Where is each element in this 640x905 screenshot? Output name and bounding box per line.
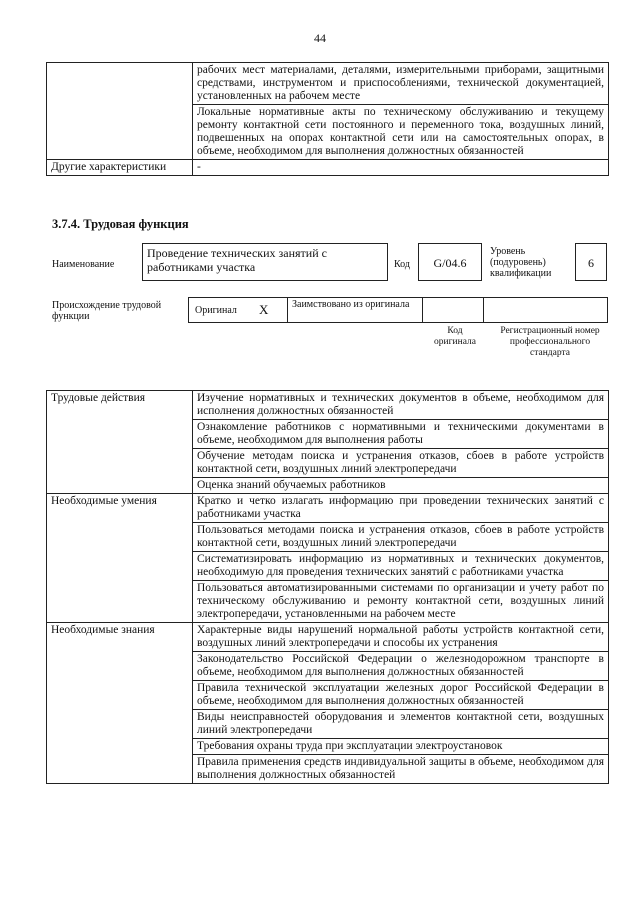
list-item: Пользоваться методами поиска и устранения отказов, сбоев в работе устройств контактной сети, воздушных линий электропередачи — [193, 523, 609, 552]
section-label: Необходимые знания — [47, 623, 193, 784]
row-text: - — [193, 160, 609, 176]
section-heading: 3.7.4. Трудовая функция — [52, 217, 189, 231]
code-original-caption: Код оригинала — [434, 326, 476, 347]
list-item: Обучение методам поиска и устранения отказов, сбоев в работе устройств контактной сети, воздушных линий электропередачи — [193, 449, 609, 478]
list-item: Правила технической эксплуатации железных дорог Российской Федерации в объеме, необходимом для выполнения должностных обязанностей — [193, 681, 609, 710]
code-label: Код — [394, 259, 410, 270]
list-item: Изучение нормативных и технических документов в объеме, необходимом для исполнения должностных обязанностей — [193, 391, 609, 420]
list-item: Ознакомление работников с нормативными и техническими документами в объеме, необходимом для выполнения работы — [193, 420, 609, 449]
list-item: Законодательство Российской Федерации о железнодорожном транспорте в объеме, необходимом для выполнения должностных обязанностей — [193, 652, 609, 681]
list-item: Виды неисправностей оборудования и элементов контактной сети, воздушных линий электропередачи — [193, 710, 609, 739]
list-item: Правила применения средств индивидуальной защиты в объеме, необходимом для выполнения должностных обязанностей — [193, 755, 609, 784]
row-label: Другие характеристики — [47, 160, 193, 176]
list-item: Требования охраны труда при эксплуатации электроустановок — [193, 739, 609, 755]
reg-number-caption: Регистрационный номер профессионального стандарта — [500, 326, 600, 358]
level-box — [575, 243, 607, 281]
code-original-box — [422, 297, 484, 323]
list-item: Пользоваться автоматизированными системами по организации и учету работ по техническому обслуживанию и ремонту контактной сети, воздушных линий электропередачи, установленными на рабочем месте — [193, 581, 609, 623]
level-value: 6 — [588, 256, 594, 270]
table-row — [47, 494, 609, 523]
name-label: Наименование — [52, 259, 115, 270]
original-box — [188, 297, 288, 323]
name-box — [142, 243, 388, 281]
level-label: Уровень (подуровень) квалификации — [490, 246, 552, 279]
list-item: Оценка знаний обучаемых работников — [193, 478, 609, 494]
borrowed-box — [287, 297, 423, 323]
page-number: 44 — [314, 31, 326, 45]
original-mark: X — [259, 302, 269, 317]
original-label: Оригинал — [195, 305, 237, 316]
row-label — [47, 63, 193, 105]
list-item: Характерные виды нарушений нормальной работы устройств контактной сети, воздушных линий электропередачи и способы их устранения — [193, 623, 609, 652]
table-row — [47, 105, 609, 160]
table-row — [47, 63, 609, 105]
code-box — [418, 243, 482, 281]
list-item: Систематизировать информацию из нормативных и технических документов, необходимую для проведения технических занятий с работниками участка — [193, 552, 609, 581]
code-value: G/04.6 — [433, 256, 467, 270]
section-label: Необходимые умения — [47, 494, 193, 623]
section-label: Трудовые действия — [47, 391, 193, 494]
row-text: рабочих мест материалами, деталями, измерительными приборами, защитными средствами, инструментом и приспособлениями, технической документацией, установленных на рабочем месте — [193, 63, 609, 105]
table-row — [47, 623, 609, 652]
top-table — [46, 62, 609, 176]
origin-label: Происхождение трудовой функции — [52, 300, 162, 322]
main-table — [46, 390, 609, 784]
list-item: Кратко и четко излагать информацию при проведении технических занятий с работниками участка — [193, 494, 609, 523]
name-value: Проведение технических занятий с работниками участка — [147, 246, 327, 274]
table-row — [47, 160, 609, 176]
reg-number-box — [483, 297, 608, 323]
row-label — [47, 105, 193, 160]
table-row — [47, 391, 609, 420]
row-text: Локальные нормативные акты по техническому обслуживанию и текущему ремонту контактной сети постоянного и переменного тока, воздушных линий, подвешенных на опорах контактной сети или на самостоятельных опорах, в объеме, необходимом для выполнения должностных обязанностей — [193, 105, 609, 160]
borrowed-label: Заимствовано из оригинала — [292, 299, 410, 310]
